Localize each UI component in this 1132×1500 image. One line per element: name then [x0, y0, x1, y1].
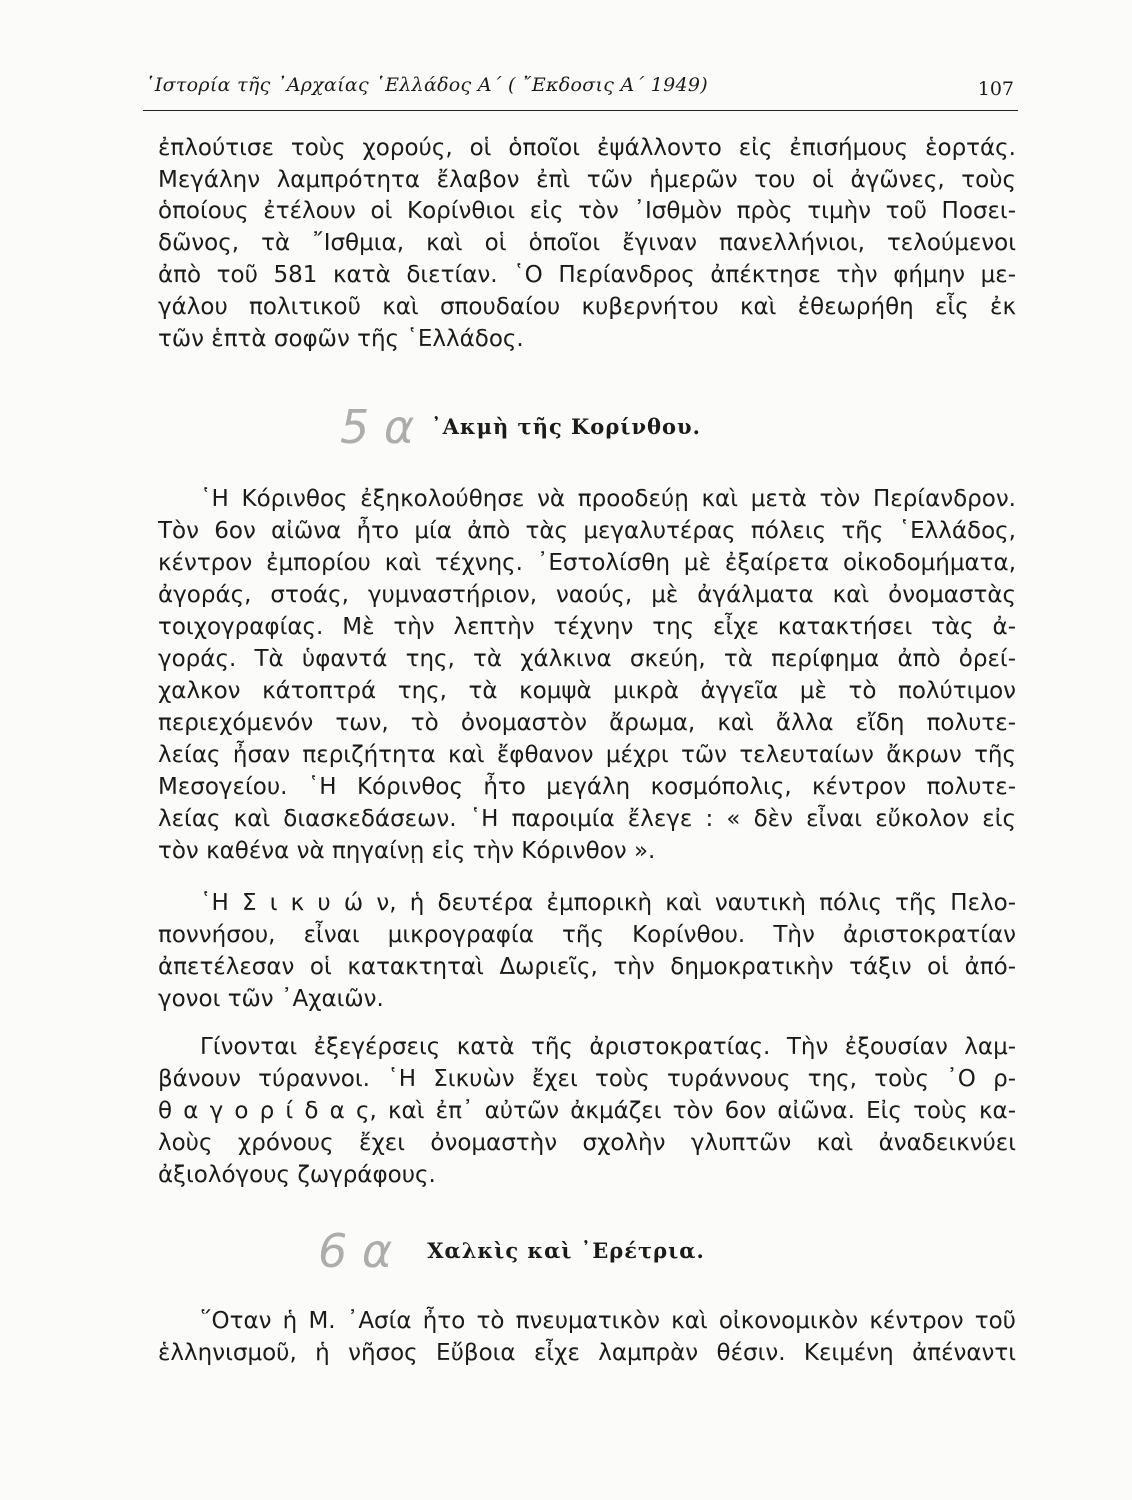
para3-line: ῾Η Σ ι κ υ ώ ν, ἡ δευτέρα ἐμπορικὴ καὶ ναυτικὴ πόλις τῆς Πελο- [200, 890, 1016, 916]
para2-line: Μεσογείου. ῾Η Κόρινθος ἦτο μεγάλη κοσμόπολις, κέντρον πολυτε- [158, 774, 1016, 800]
para2-line: γοράς. Τὰ ὑφαντά της, τὰ χάλκινα σκεύη, τὰ περίφημα ἀπὸ ὀρεί- [158, 646, 1016, 672]
para4-line: ἀξιολόγους ζωγράφους. [158, 1162, 436, 1188]
para4-line: λοὺς χρόνους ἔχει ὀνομαστὴν σχολὴν γλυπτῶν καὶ ἀναδεικνύει [158, 1130, 1016, 1156]
para4-line: θ α γ ο ρ ί δ α ς, καὶ ἐπ᾿ αὐτῶν ἀκμάζει τὸν 6ον αἰῶνα. Εἰς τοὺς κα- [158, 1098, 1016, 1124]
para2-line: τοιχογραφίας. Μὲ τὴν λεπτὴν τέχνην της εἶχε κατακτήσει τὰς ἀ- [158, 614, 1016, 640]
para2-line: τὸν καθένα νὰ πηγαίνῃ εἰς τὴν Κόρινθον ». [158, 838, 656, 864]
para2-line: ἀγοράς, στοάς, γυμναστήριον, ναούς, μὲ ἀγάλματα καὶ ὀνομαστὰς [158, 582, 1016, 608]
para1-line: δῶνος, τὰ ῎Ισθμια, καὶ οἱ ὁποῖοι ἔγιναν πανελλήνιοι, τελούμενοι [158, 230, 1016, 256]
para1-line: Μεγάλην λαμπρότητα ἔλαβον ἐπὶ τῶν ἡμερῶν του οἱ ἀγῶνες, τοὺς [158, 167, 1016, 193]
para2-line: κέντρον ἐμπορίου καὶ τέχνης. ᾿Εστολίσθη μὲ ἐξαίρετα οἰκοδομήματα, [158, 550, 1016, 576]
para2-line: ῾Η Κόρινθος ἐξηκολούθησε νὰ προοδεύῃ καὶ μετὰ τὸν Περίανδρον. [200, 486, 1016, 512]
para4-line: βάνουν τύραννοι. ῾Η Σικυὼν ἔχει τοὺς τυράννους της, τοὺς ᾿Ο ρ- [158, 1066, 1016, 1092]
para2-line: περιεχόμενόν των, τὸ ὀνομαστὸν ἄρωμα, καὶ ἄλλα εἴδη πολυτε- [158, 710, 1016, 736]
para5-line: ἑλληνισμοῦ, ἡ νῆσος Εὔβοια εἶχε λαμπρὰν θέσιν. Κειμένη ἀπέναντι [158, 1340, 1016, 1366]
para1-line: ὁποίους ἐτέλουν οἱ Κορίνθιοι εἰς τὸν ᾿Ισθμὸν πρὸς τιμὴν τοῦ Ποσει- [158, 198, 1016, 224]
handwritten-annotation: 6 α [318, 1224, 393, 1278]
para4-line: Γίνονται ἐξεγέρσεις κατὰ τῆς ἀριστοκρατίας. Τὴν ἐξουσίαν λαμ- [200, 1034, 1016, 1060]
para3-line: ἀπετέλεσαν οἱ κατακτηταὶ Δωριεῖς, τὴν δημοκρατικὴν τάξιν οἱ ἀπό- [158, 954, 1016, 980]
para1-line: τῶν ἑπτὰ σοφῶν τῆς ῾Ελλάδος. [158, 326, 524, 352]
para2-line: χαλκον κάτοπτρά της, τὰ κομψὰ μικρὰ ἀγγεῖα μὲ τὸ πολύτιμον [158, 678, 1016, 704]
para2-line: λείας ἦσαν περιζήτητα καὶ ἔφθανον μέχρι τῶν τελευταίων ἄκρων τῆς [158, 742, 1016, 768]
para3-line: ποννήσου, εἶναι μικρογραφία τῆς Κορίνθου. Τὴν ἀριστοκρατίαν [158, 922, 1016, 948]
handwritten-annotation: 5 α [340, 400, 415, 454]
para1-line: ἐπλούτισε τοὺς χορούς, οἱ ὁποῖοι ἐψάλλοντο εἰς ἐπισήμους ἑορτάς. [158, 135, 1016, 161]
para2-line: Τὸν 6ον αἰῶνα ἦτο μία ἀπὸ τὰς μεγαλυτέρας πόλεις τῆς ῾Ελλάδος, [158, 518, 1016, 544]
section-heading: Χαλκὶς καὶ ᾿Ερέτρια. [427, 1238, 705, 1263]
running-header [143, 72, 1018, 111]
para1-line: γάλου πολιτικοῦ καὶ σπουδαίου κυβερνήτου καὶ ἐθεωρήθη εἷς ἐκ [158, 294, 1016, 320]
page-number: 107 [977, 78, 1014, 100]
para2-line: λείας καὶ διασκεδάσεων. ῾Η παροιμία ἔλεγε : « δὲν εἶναι εὔκολον εἰς [158, 806, 1016, 832]
para1-line: ἀπὸ τοῦ 581 κατὰ διετίαν. ῾Ο Περίανδρος ἀπέκτησε τὴν φήμην με- [158, 262, 1016, 288]
para3-line: γονοι τῶν ᾿Αχαιῶν. [158, 986, 384, 1012]
para5-line: ῞Οταν ἡ Μ. ᾿Ασία ἦτο τὸ πνευματικὸν καὶ οἰκονομικὸν κέντρον τοῦ [200, 1308, 1016, 1334]
section-heading: ᾿Ακμὴ τῆς Κορίνθου. [431, 414, 701, 439]
header-title: ῾Ιστορία τῆς ᾿Αρχαίας ῾Ελλάδος Α΄ ( ῎Εκδοσις Α΄ 1949) [145, 74, 708, 96]
